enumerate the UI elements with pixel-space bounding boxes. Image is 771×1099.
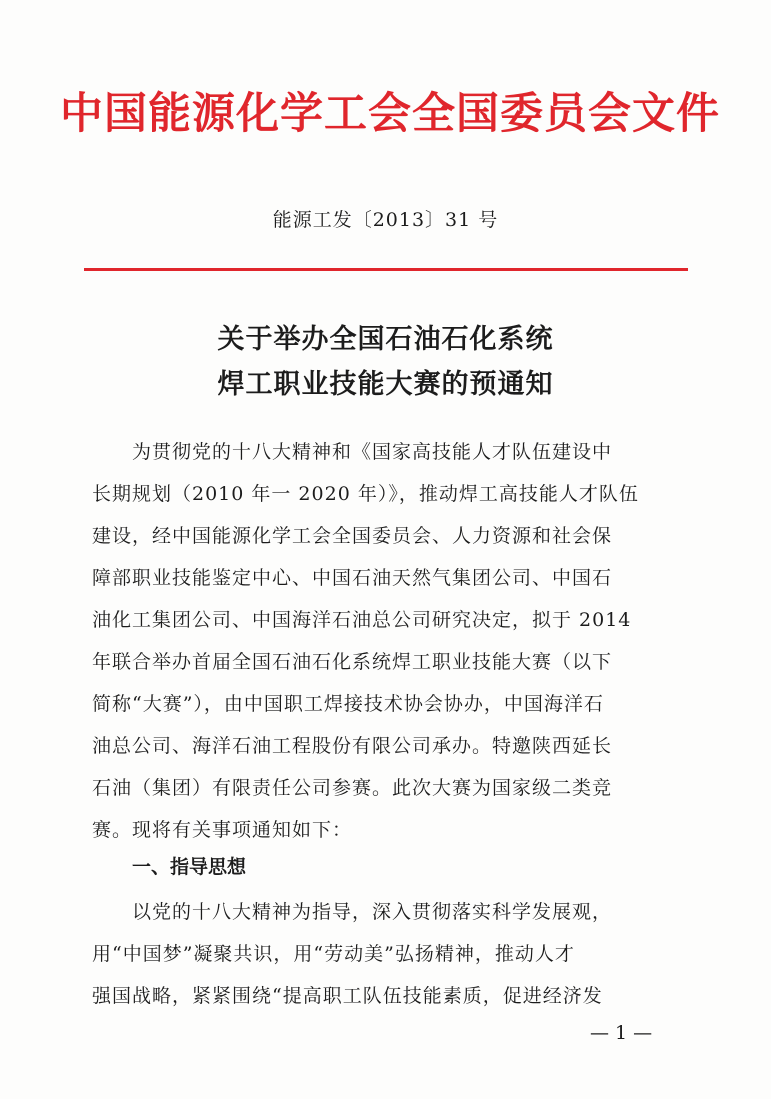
body-line: 油总公司、海洋石油工程股份有限公司承办。特邀陕西延长 (92, 735, 613, 757)
body-line: 年联合举办首届全国石油石化系统焊工职业技能大赛（以下 (92, 651, 613, 673)
body-line: 赛。现将有关事项通知如下： (92, 819, 353, 841)
body-line: 强国战略，紧紧围绕“提高职工队伍技能素质，促进经济发 (92, 985, 603, 1007)
title-line-1: 关于举办全国石油石化系统 (217, 324, 554, 355)
body-line: 障部职业技能鉴定中心、中国石油天然气集团公司、中国石 (92, 567, 613, 589)
body-line: 建设，经中国能源化学工会全国委员会、人力资源和社会保 (92, 525, 613, 547)
body-line: 石油（集团）有限责任公司参赛。此次大赛为国家级二类竞 (92, 777, 613, 799)
body-line: 用“中国梦”凝聚共识，用“劳动美”弘扬精神，推动人才 (92, 943, 575, 965)
page-number: — 1 — (590, 1022, 653, 1044)
title-line-2: 焊工职业技能大赛的预通知 (217, 369, 554, 400)
body-line: 以党的十八大精神为指导，深入贯彻落实科学发展观， (132, 901, 613, 923)
red-divider-line (84, 268, 688, 271)
body-line: 长期规划（2010 年一 2020 年）》，推动焊工高技能人才队伍 (92, 483, 639, 505)
body-line: 简称“大赛”），由中国职工焊接技术协会协办，中国海洋石 (92, 693, 604, 715)
section-heading-guiding-ideology: 一、指导思想 (132, 856, 247, 878)
org-masthead: 中国能源化学工会全国委员会文件 (60, 89, 720, 139)
body-line: 为贯彻党的十八大精神和《国家高技能人才队伍建设中 (132, 441, 613, 463)
body-line: 油化工集团公司、中国海洋石油总公司研究决定，拟于 2014 (92, 609, 632, 631)
document-number: 能源工发〔2013〕31 号 (272, 209, 499, 231)
